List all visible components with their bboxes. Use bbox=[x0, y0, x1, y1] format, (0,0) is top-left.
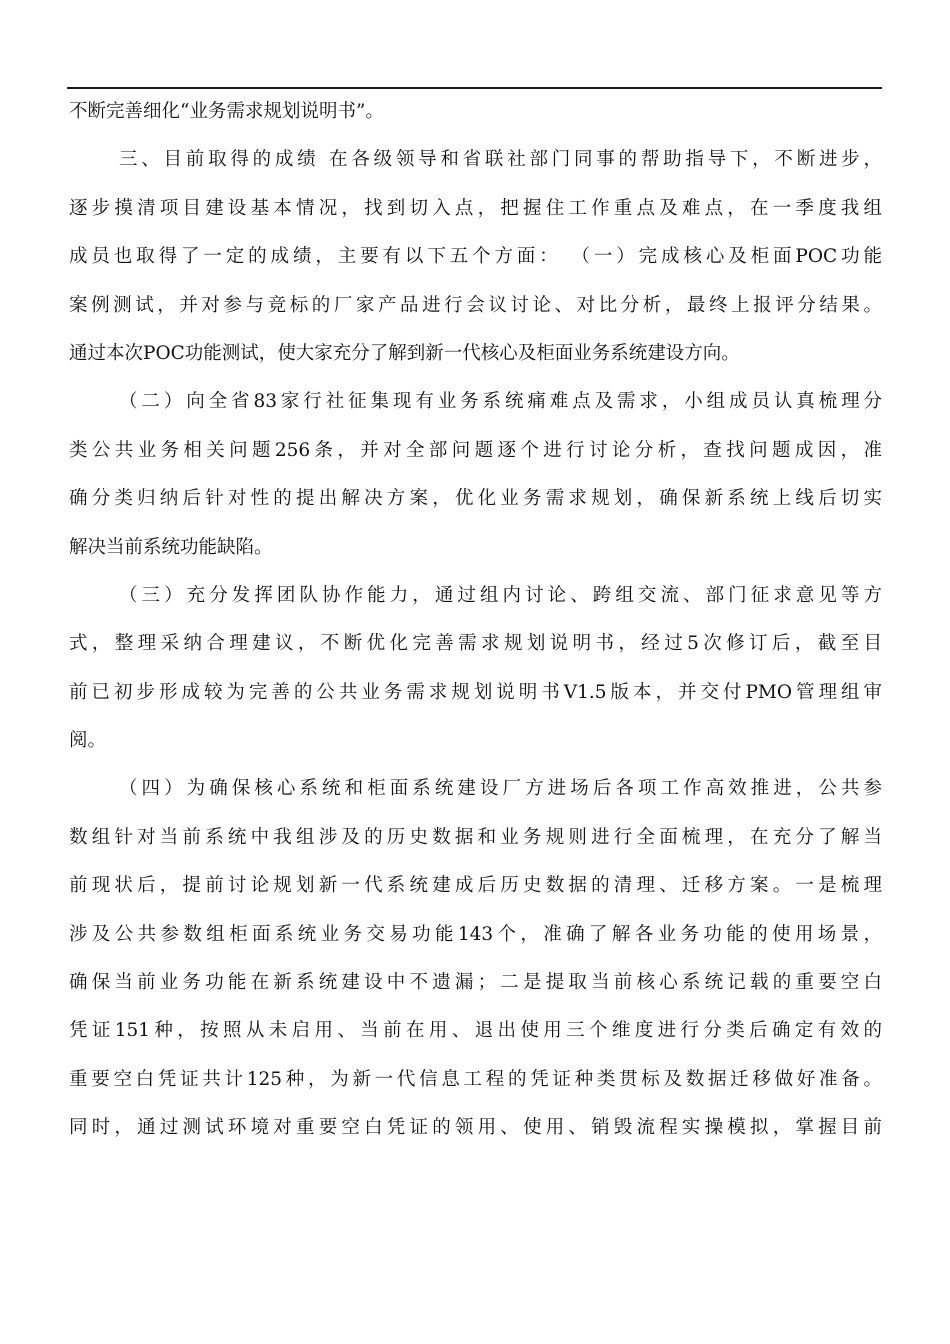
text-line: 凭证151种，按照从未启用、当前在用、退出使用三个维度进行分类后确定有效的 bbox=[69, 1020, 882, 1042]
text-line: 前已初步形成较为完善的公共业务需求规划说明书V1.5版本，并交付PMO管理组审 bbox=[69, 681, 882, 703]
text-line: 阅。 bbox=[69, 730, 107, 752]
text-line: 确分类归纳后针对性的提出解决方案，优化业务需求规划，确保新系统上线后切实 bbox=[69, 488, 882, 510]
document-body bbox=[69, 96, 882, 1161]
text-line: 涉及公共参数组柜面系统业务交易功能143个，准确了解各业务功能的使用场景， bbox=[69, 923, 882, 945]
text-line: 重要空白凭证共计125种，为新一代信息工程的凭证种类贯标及数据迁移做好准备。 bbox=[69, 1068, 882, 1090]
text-line: 数组针对当前系统中我组涉及的历史数据和业务规则进行全面梳理，在充分了解当 bbox=[69, 826, 882, 848]
text-line: 不断完善细化“业务需求规划说明书”。 bbox=[69, 101, 384, 122]
text-line: 解决当前系统功能缺陷。 bbox=[69, 536, 273, 558]
text-line: （四）为确保核心系统和柜面系统建设厂方进场后各项工作高效推进，公共参 bbox=[119, 778, 882, 800]
text-line: 式，整理采纳合理建议，不断优化完善需求规划说明书，经过5次修订后，截至目 bbox=[69, 633, 882, 655]
text-line: 三、目前取得的成绩 在各级领导和省联社部门同事的帮助指导下，不断进步， bbox=[119, 149, 882, 171]
text-line: 类公共业务相关问题256条，并对全部问题逐个进行讨论分析，查找问题成因，准 bbox=[69, 439, 882, 461]
text-line: 前现状后，提前讨论规划新一代系统建成后历史数据的清理、迁移方案。一是梳理 bbox=[69, 875, 882, 897]
text-line: （二）向全省83家行社征集现有业务系统痛难点及需求，小组成员认真梳理分 bbox=[119, 391, 882, 413]
text-line: 成员也取得了一定的成绩，主要有以下五个方面： （一）完成核心及柜面POC功能 bbox=[69, 246, 882, 268]
text-line: 案例测试，并对参与竞标的厂家产品进行会议讨论、对比分析，最终上报评分结果。 bbox=[69, 294, 882, 316]
text-line: 确保当前业务功能在新系统建设中不遗漏；二是提取当前核心系统记载的重要空白 bbox=[69, 972, 882, 994]
text-line: （三）充分发挥团队协作能力，通过组内讨论、跨组交流、部门征求意见等方 bbox=[119, 584, 882, 606]
text-line: 同时，通过测试环境对重要空白凭证的领用、使用、销毁流程实操模拟，掌握目前 bbox=[69, 1117, 882, 1139]
text-line: 通过本次POC功能测试，使大家充分了解到新一代核心及柜面业务系统建设方向。 bbox=[69, 342, 740, 364]
header-rule bbox=[67, 87, 882, 89]
text-line: 逐步摸清项目建设基本情况，找到切入点，把握住工作重点及难点，在一季度我组 bbox=[69, 197, 882, 219]
